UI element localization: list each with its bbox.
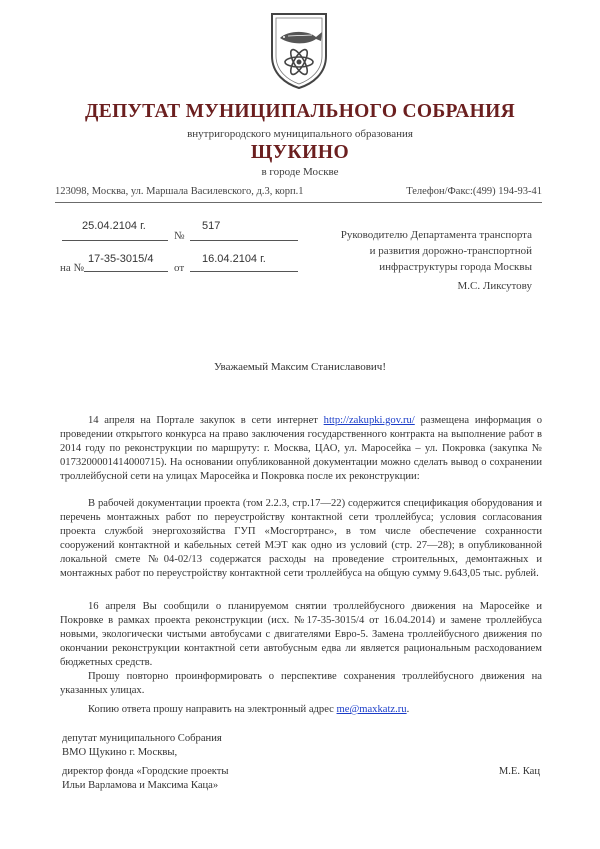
- letterhead-title: ДЕПУТАТ МУНИЦИПАЛЬНОГО СОБРАНИЯ: [85, 101, 515, 122]
- registration-date-line: [62, 240, 168, 241]
- addressee-line-2: и развития дорожно-транспортной: [369, 245, 532, 257]
- addressee-name: М.С. Ликсутову: [457, 280, 532, 292]
- letterhead-subtitle: внутригородского муниципального образования: [187, 128, 413, 140]
- registration-number-line: [190, 240, 298, 241]
- paragraph-5-end: .: [406, 704, 410, 715]
- email-link[interactable]: me@maxkatz.ru: [336, 704, 407, 715]
- signature-line-3: директор фонда «Городские проекты: [62, 766, 229, 777]
- reply-date: 16.04.2104 г.: [202, 253, 266, 265]
- paragraph-1-rest: размещена информация о проведении открытого конкурса на право заключения государственного контракта на выполнение работ в 2014 году по реконструкции по маршруту: г. Москва, ЦАО, ул. Маросейка – ул. Покровка (закупка № 0173200001414000715). На основании опубликованной документации можно сделать вывод о сохранении троллейбусной сети на улицах Маросейка и Покровка после их реконструкции:: [60, 415, 542, 482]
- letterhead-divider: [55, 202, 542, 203]
- body-paragraph-2: В рабочей документации проекта (том 2.2.3, стр.17—22) содержится спецификация оборудования и перечень монтажных работ по переустройству контактной сети троллейбуса; условия согласования проекта службой энергохозяйства ГУП «Мосгортранс», в том числе обеспечение сохранности сооружений контактной и кабельных сетей МЭТ как одно из условий (стр. 27—28); в опубликованной локальной смете №04-02/13 содержатся расходы на проведение строительных, демонтажных и монтажных работ по переустройству контактной сети троллейбуса на общую сумму 9.643,05 тыс. рублей.: [60, 498, 542, 579]
- letterhead-city: в городе Москве: [261, 166, 339, 178]
- salutation: Уважаемый Максим Станиславович!: [214, 361, 386, 373]
- body-paragraph-1: [60, 414, 542, 484]
- addressee-line-3: инфраструктуры города Москвы: [379, 261, 532, 273]
- paragraph-1-lead: 14 апреля на Портале закупок в сети интернет: [88, 415, 318, 426]
- letterhead-address: 123098, Москва, ул. Маршала Василевского, д.3, корп.1: [55, 186, 304, 197]
- signature-name: М.Е. Кац: [498, 766, 540, 777]
- reply-number: 17-35-3015/4: [88, 253, 154, 265]
- signature-line-2: ВМО Щукино г. Москвы,: [62, 747, 178, 758]
- registration-date: 25.04.2104 г.: [82, 220, 146, 232]
- body-paragraph-3: 16 апреля Вы сообщили о планируемом снятии троллейбусного движения на Маросейке и Покровке в рамках проекта реконструкции (исх. №17-35-3015/4 от 16.04.2014) и замене троллейбуса новыми, экологически чистыми автобусами с двигателями Евро-5. Замена троллейбусного движения по окончании реконструкции контактной сети автобусным едва ли является рациональным расходованием бюджетных средств.: [60, 601, 542, 668]
- body-paragraph-5: [60, 703, 542, 717]
- registration-number: 517: [202, 220, 221, 232]
- zakupki-link[interactable]: http://zakupki.gov.ru/: [323, 415, 415, 426]
- addressee-line-1: Руководителю Департамента транспорта: [340, 229, 532, 241]
- registration-number-label: №: [174, 230, 185, 242]
- signature-line-4: Ильи Варламова и Максима Каца»: [62, 780, 219, 791]
- letterhead-phone: Телефон/Факс:(499) 194-93-41: [406, 186, 542, 197]
- reply-date-label: от: [174, 262, 185, 274]
- coat-of-arms-icon: [268, 10, 330, 90]
- reply-date-line: [190, 271, 298, 272]
- reply-number-line: [84, 271, 168, 272]
- letterhead-district: ЩУКИНО: [250, 142, 350, 163]
- reply-number-label: на №: [60, 262, 85, 274]
- body-paragraph-4: Прошу повторно проинформировать о перспективе сохранения троллейбусного движения на указанных улицах.: [60, 671, 542, 696]
- paragraph-5-lead: Копию ответа прошу направить на электронный адрес: [88, 704, 334, 715]
- signature-line-1: депутат муниципального Собрания: [62, 733, 222, 744]
